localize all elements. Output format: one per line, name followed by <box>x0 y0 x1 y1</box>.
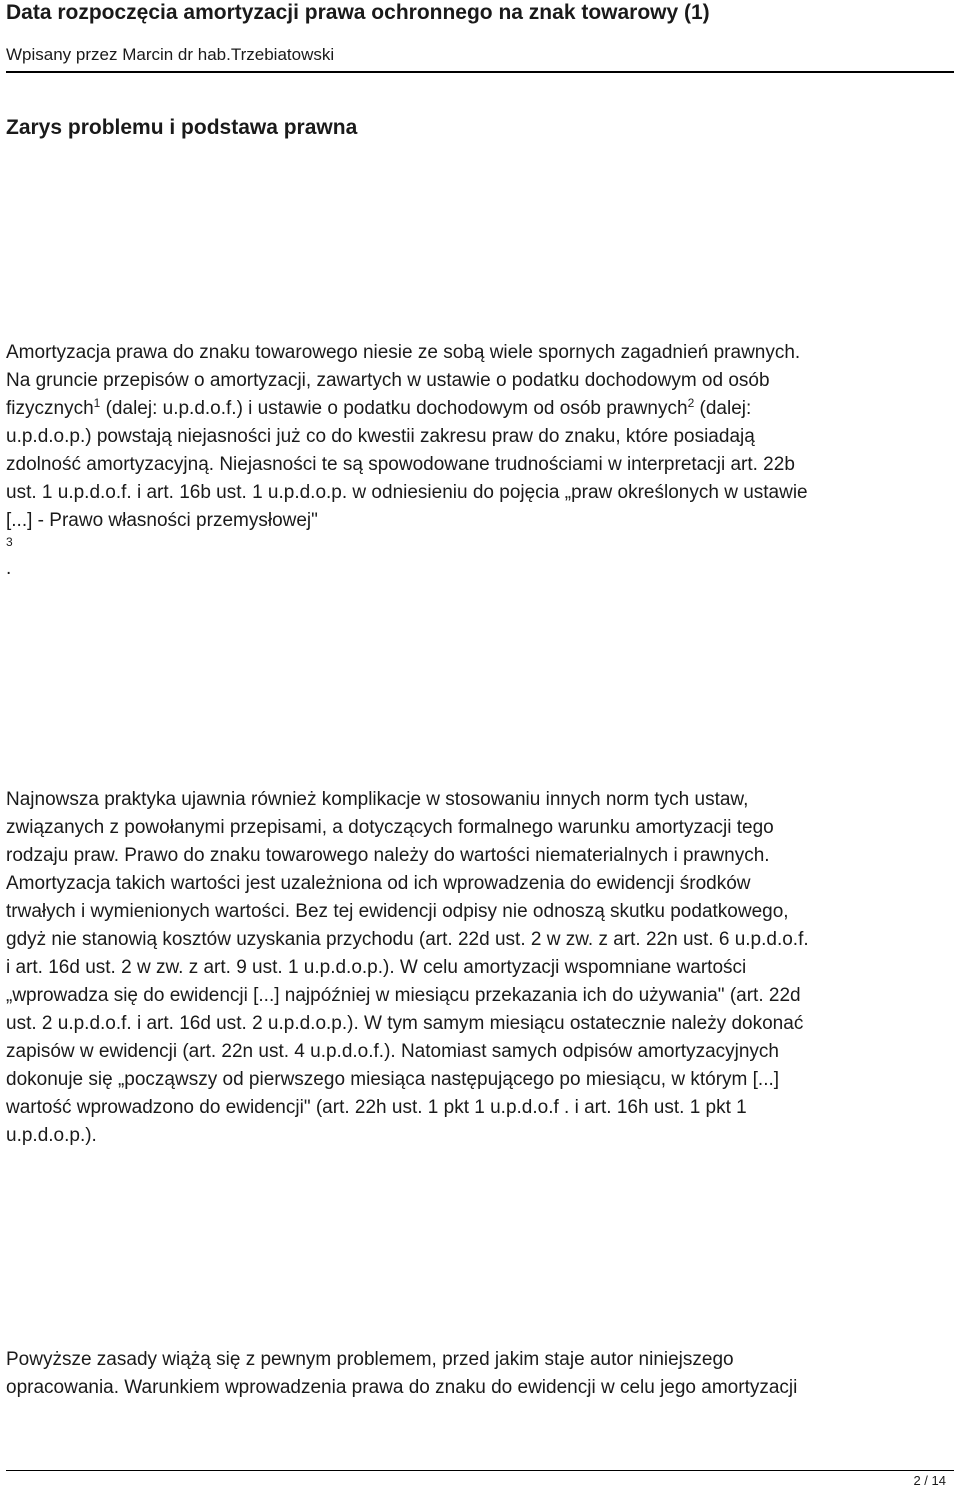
header-divider <box>6 71 954 73</box>
text-line: ust. 1 u.p.d.o.f. i art. 16b ust. 1 u.p.d.o.p. w odniesieniu do pojęcia „praw określonych w ustawie <box>6 482 808 503</box>
document-title: Data rozpoczęcia amortyzacji prawa ochronnego na znak towarowy (1) <box>6 1 710 24</box>
paragraph-intro <box>6 339 956 535</box>
text-segment: (dalej: <box>694 398 752 419</box>
text-segment: fizycznych <box>6 398 94 419</box>
text-line: Amortyzacja prawa do znaku towarowego niesie ze sobą wiele spornych zagadnień prawnych. <box>6 342 801 363</box>
text-line: Amortyzacja takich wartości jest uzależniona od ich wprowadzenia do ewidencji środków <box>6 873 751 894</box>
footer-divider <box>6 1470 954 1471</box>
text-line: trwałych i wymienionych wartości. Bez tej ewidencji odpisy nie odnoszą skutku podatkowego, <box>6 901 789 922</box>
text-line: u.p.d.o.p.). <box>6 1125 97 1146</box>
text-line: i art. 16d ust. 2 w zw. z art. 9 ust. 1 u.p.d.o.p.). W celu amortyzacji wspomniane wartości <box>6 957 747 978</box>
text-line: gdyż nie stanowią kosztów uzyskania przychodu (art. 22d ust. 2 w zw. z art. 22n ust. 6 u.p.d.o.f. <box>6 929 809 950</box>
text-line: ust. 2 u.p.d.o.f. i art. 16d ust. 2 u.p.d.o.p.). W tym samym miesiącu ostatecznie należy dokonać <box>6 1013 804 1034</box>
text-line: Najnowsza praktyka ujawnia również komplikacje w stosowaniu innych norm tych ustaw, <box>6 789 749 810</box>
text-line: zdolność amortyzacyjną. Niejasności te są spowodowane trudnościami w interpretacji art. 22b <box>6 454 795 475</box>
footnote-ref-3[interactable]: 3 <box>6 535 13 549</box>
author-line: Wpisany przez Marcin dr hab.Trzebiatowski <box>6 45 335 64</box>
paragraph-end-period: . <box>6 558 12 579</box>
text-line: Powyższe zasady wiążą się z pewnym problemem, przed jakim staje autor niniejszego <box>6 1349 734 1370</box>
footnote-ref-1[interactable]: 1 <box>93 396 101 410</box>
text-line: [...] - Prawo własności przemysłowej" <box>6 510 318 531</box>
text-line: u.p.d.o.p.) powstają niejasności już co do kwestii zakresu praw do znaku, które posiadają <box>6 426 755 447</box>
text-line: dokonuje się „począwszy od pierwszego miesiąca następującego po miesiącu, w którym [...] <box>6 1069 780 1090</box>
text-line: opracowania. Warunkiem wprowadzenia prawa do znaku do ewidencji w celu jego amortyzacji <box>6 1377 798 1398</box>
text-line: rodzaju praw. Prawo do znaku towarowego należy do wartości niematerialnych i prawnych. <box>6 845 770 866</box>
text-line: „wprowadza się do ewidencji [...] najpóźniej w miesiącu przekazania ich do używania" (art. 22d <box>6 985 801 1006</box>
paragraph-problem <box>6 1346 956 1402</box>
section-heading: Zarys problemu i podstawa prawna <box>6 116 358 139</box>
text-line: wartość wprowadzono do ewidencji" (art. 22h ust. 1 pkt 1 u.p.d.o.f . i art. 16h ust. 1 pkt 1 <box>6 1097 747 1118</box>
footnote-ref-2[interactable]: 2 <box>687 396 695 410</box>
text-line <box>6 395 956 423</box>
page-number: 2 / 14 <box>913 1473 946 1488</box>
text-line: Na gruncie przepisów o amortyzacji, zawartych w ustawie o podatku dochodowym od osób <box>6 370 770 391</box>
paragraph-practice <box>6 786 956 1150</box>
text-line: związanych z powołanymi przepisami, a dotyczących formalnego warunku amortyzacji tego <box>6 817 774 838</box>
text-line: zapisów w ewidencji (art. 22n ust. 4 u.p.d.o.f.). Natomiast samych odpisów amortyzacyjnych <box>6 1041 779 1062</box>
text-segment: (dalej: u.p.d.o.f.) i ustawie o podatku dochodowym od osób prawnych <box>100 398 688 419</box>
